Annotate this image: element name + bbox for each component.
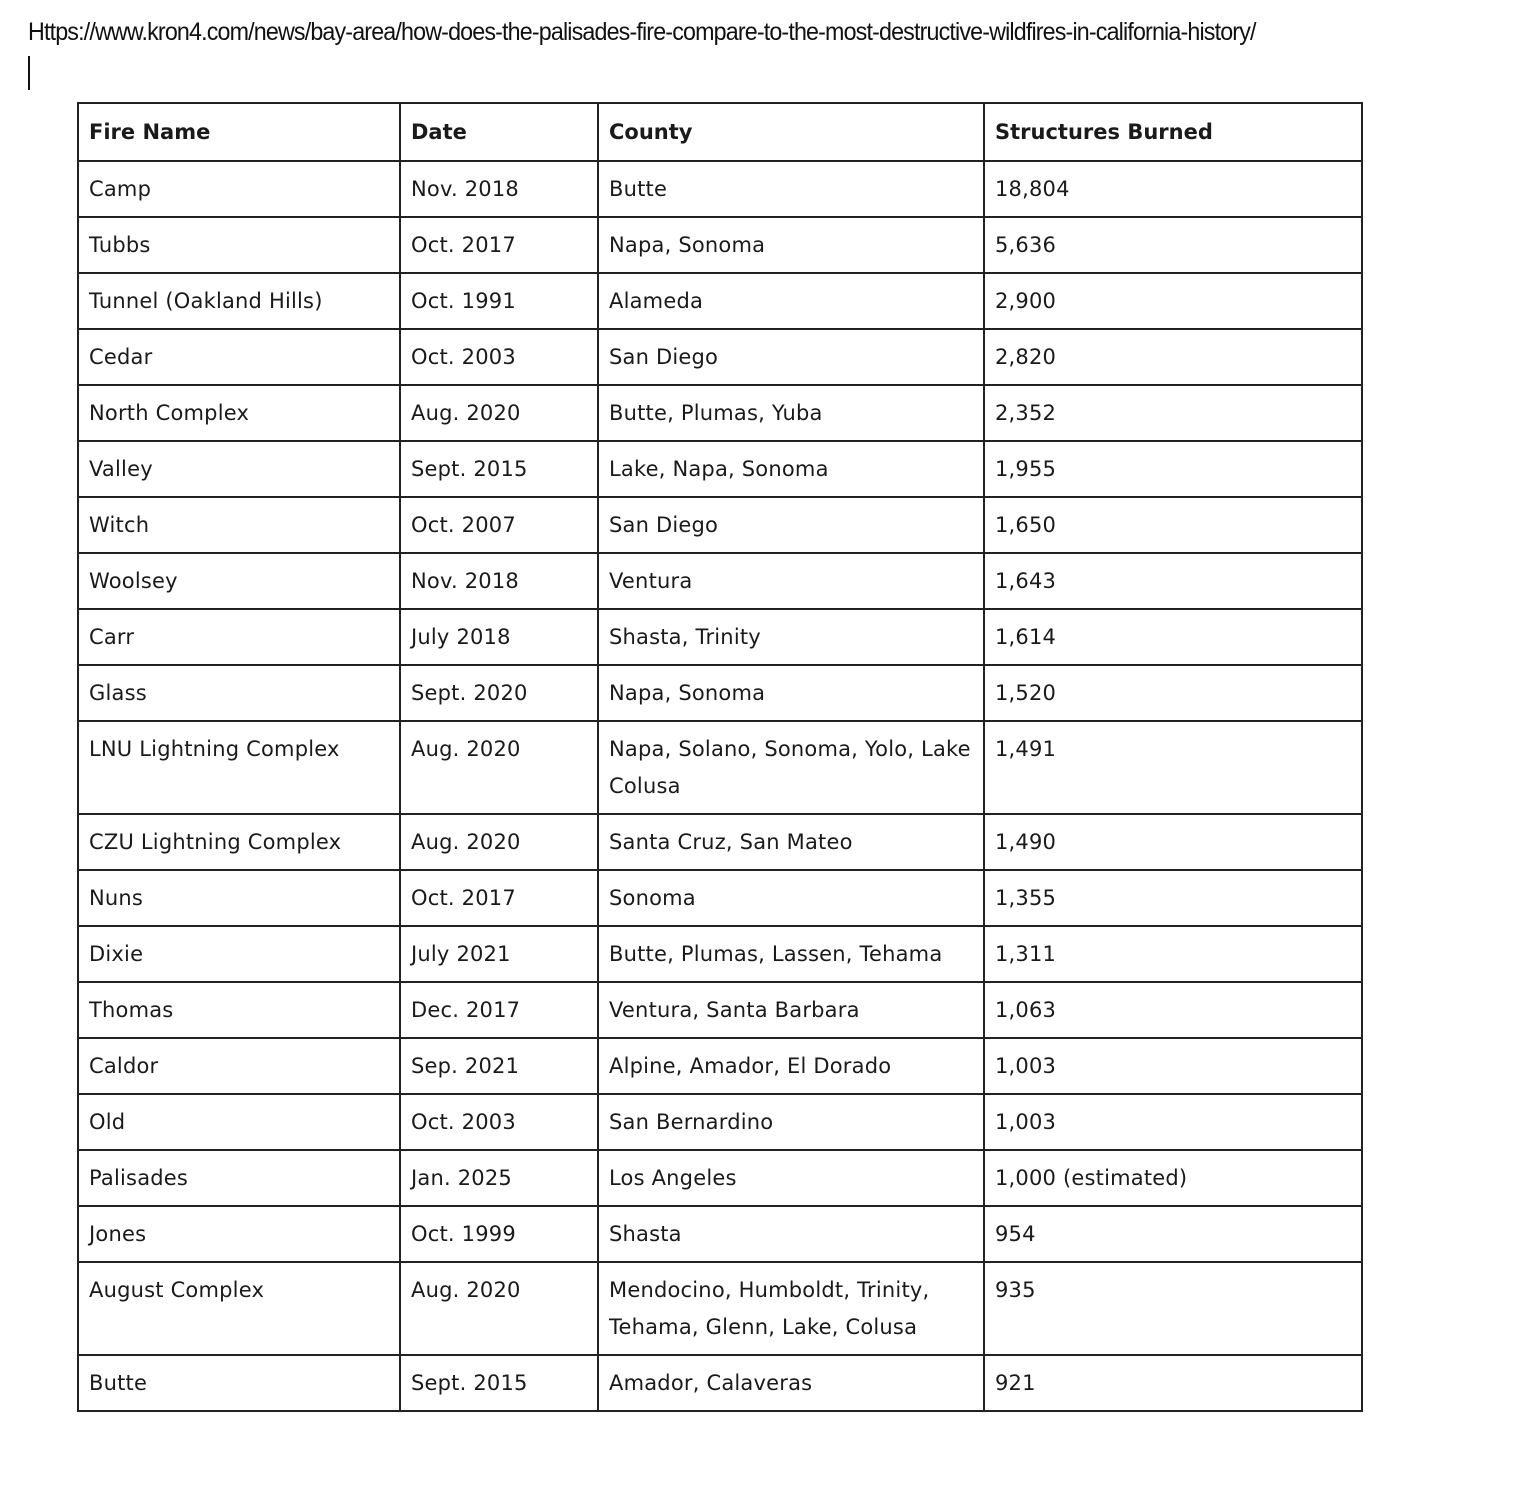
- table-row: [78, 721, 1362, 814]
- cell-county: Ventura: [598, 553, 984, 609]
- cell-structures-burned: 1,520: [984, 665, 1362, 721]
- cell-structures-burned: 1,614: [984, 609, 1362, 665]
- cell-fire-name: Nuns: [78, 870, 400, 926]
- cell-date: Aug. 2020: [400, 814, 598, 870]
- cell-county: Alameda: [598, 273, 984, 329]
- table-row: [78, 273, 1362, 329]
- cell-county: Mendocino, Humboldt, Trinity, Tehama, Glenn, Lake, Colusa: [598, 1262, 984, 1355]
- cell-structures-burned: 1,491: [984, 721, 1362, 814]
- cell-fire-name: Tubbs: [78, 217, 400, 273]
- table-row: [78, 870, 1362, 926]
- cell-date: Dec. 2017: [400, 982, 598, 1038]
- cell-date: Jan. 2025: [400, 1150, 598, 1206]
- cell-date: Oct. 2003: [400, 1094, 598, 1150]
- cell-county: San Diego: [598, 497, 984, 553]
- cell-fire-name: Glass: [78, 665, 400, 721]
- table-row: [78, 814, 1362, 870]
- source-url-text: Https://www.kron4.com/news/bay-area/how-does-the-palisades-fire-compare-to-the-most-destructive-wildfires-in-california-history/: [28, 18, 1256, 46]
- table-row: [78, 1206, 1362, 1262]
- cell-structures-burned: 2,900: [984, 273, 1362, 329]
- header-county: County: [598, 103, 984, 161]
- table-row: [78, 385, 1362, 441]
- table-row: [78, 553, 1362, 609]
- cell-county: Amador, Calaveras: [598, 1355, 984, 1411]
- table-row: [78, 1038, 1362, 1094]
- cell-county: Ventura, Santa Barbara: [598, 982, 984, 1038]
- cell-structures-burned: 1,955: [984, 441, 1362, 497]
- cell-fire-name: Cedar: [78, 329, 400, 385]
- cell-county: Napa, Sonoma: [598, 217, 984, 273]
- table-row: [78, 982, 1362, 1038]
- cell-structures-burned: 2,820: [984, 329, 1362, 385]
- table-row: [78, 329, 1362, 385]
- table-row: [78, 497, 1362, 553]
- cell-structures-burned: 1,311: [984, 926, 1362, 982]
- cell-county: Lake, Napa, Sonoma: [598, 441, 984, 497]
- table-row: [78, 161, 1362, 217]
- cell-fire-name: Caldor: [78, 1038, 400, 1094]
- cell-fire-name: Carr: [78, 609, 400, 665]
- header-fire-name: Fire Name: [78, 103, 400, 161]
- wildfires-table: [77, 102, 1363, 1412]
- wildfires-table-container: [77, 102, 1363, 1412]
- cell-fire-name: Witch: [78, 497, 400, 553]
- cell-county: Santa Cruz, San Mateo: [598, 814, 984, 870]
- cell-county: Butte, Plumas, Lassen, Tehama: [598, 926, 984, 982]
- header-date: Date: [400, 103, 598, 161]
- cell-fire-name: Old: [78, 1094, 400, 1150]
- cell-fire-name: Thomas: [78, 982, 400, 1038]
- table-row: [78, 609, 1362, 665]
- cell-structures-burned: 921: [984, 1355, 1362, 1411]
- cell-structures-burned: 935: [984, 1262, 1362, 1355]
- cell-county: Napa, Solano, Sonoma, Yolo, Lake Colusa: [598, 721, 984, 814]
- cell-county: Los Angeles: [598, 1150, 984, 1206]
- cell-county: Butte, Plumas, Yuba: [598, 385, 984, 441]
- cell-county: Butte: [598, 161, 984, 217]
- cell-fire-name: Valley: [78, 441, 400, 497]
- cell-county: Alpine, Amador, El Dorado: [598, 1038, 984, 1094]
- cell-date: Oct. 2003: [400, 329, 598, 385]
- cell-structures-burned: 1,003: [984, 1038, 1362, 1094]
- cell-date: Sep. 2021: [400, 1038, 598, 1094]
- cell-fire-name: CZU Lightning Complex: [78, 814, 400, 870]
- cell-structures-burned: 1,490: [984, 814, 1362, 870]
- table-row: [78, 926, 1362, 982]
- table-row: [78, 441, 1362, 497]
- cell-date: Aug. 2020: [400, 1262, 598, 1355]
- cell-date: Nov. 2018: [400, 161, 598, 217]
- cell-fire-name: Camp: [78, 161, 400, 217]
- cell-county: San Bernardino: [598, 1094, 984, 1150]
- cell-fire-name: Jones: [78, 1206, 400, 1262]
- cell-structures-burned: 1,650: [984, 497, 1362, 553]
- cell-date: Oct. 2017: [400, 870, 598, 926]
- cell-date: July 2021: [400, 926, 598, 982]
- cell-structures-burned: 5,636: [984, 217, 1362, 273]
- cell-structures-burned: 1,643: [984, 553, 1362, 609]
- table-row: [78, 1150, 1362, 1206]
- cell-date: Oct. 2007: [400, 497, 598, 553]
- cell-structures-burned: 1,355: [984, 870, 1362, 926]
- cell-county: Shasta: [598, 1206, 984, 1262]
- cell-structures-burned: 2,352: [984, 385, 1362, 441]
- cell-structures-burned: 18,804: [984, 161, 1362, 217]
- cell-structures-burned: 1,063: [984, 982, 1362, 1038]
- table-row: [78, 217, 1362, 273]
- cell-date: Oct. 1999: [400, 1206, 598, 1262]
- cell-fire-name: Tunnel (Oakland Hills): [78, 273, 400, 329]
- cell-date: Aug. 2020: [400, 721, 598, 814]
- cell-structures-burned: 954: [984, 1206, 1362, 1262]
- table-row: [78, 665, 1362, 721]
- text-cursor: [28, 56, 30, 90]
- cell-fire-name: LNU Lightning Complex: [78, 721, 400, 814]
- cell-county: Shasta, Trinity: [598, 609, 984, 665]
- header-structures-burned: Structures Burned: [984, 103, 1362, 161]
- cell-fire-name: Butte: [78, 1355, 400, 1411]
- cell-county: San Diego: [598, 329, 984, 385]
- cell-date: Oct. 2017: [400, 217, 598, 273]
- cell-fire-name: Woolsey: [78, 553, 400, 609]
- cell-fire-name: Dixie: [78, 926, 400, 982]
- cell-date: July 2018: [400, 609, 598, 665]
- table-row: [78, 1262, 1362, 1355]
- cell-structures-burned: 1,000 (estimated): [984, 1150, 1362, 1206]
- table-header-row: [78, 103, 1362, 161]
- cell-date: Aug. 2020: [400, 385, 598, 441]
- cell-fire-name: Palisades: [78, 1150, 400, 1206]
- cell-date: Nov. 2018: [400, 553, 598, 609]
- cell-fire-name: North Complex: [78, 385, 400, 441]
- cell-date: Sept. 2015: [400, 441, 598, 497]
- cell-fire-name: August Complex: [78, 1262, 400, 1355]
- cell-date: Sept. 2020: [400, 665, 598, 721]
- cell-structures-burned: 1,003: [984, 1094, 1362, 1150]
- table-row: [78, 1355, 1362, 1411]
- cell-date: Sept. 2015: [400, 1355, 598, 1411]
- table-row: [78, 1094, 1362, 1150]
- cell-county: Napa, Sonoma: [598, 665, 984, 721]
- cell-county: Sonoma: [598, 870, 984, 926]
- cell-date: Oct. 1991: [400, 273, 598, 329]
